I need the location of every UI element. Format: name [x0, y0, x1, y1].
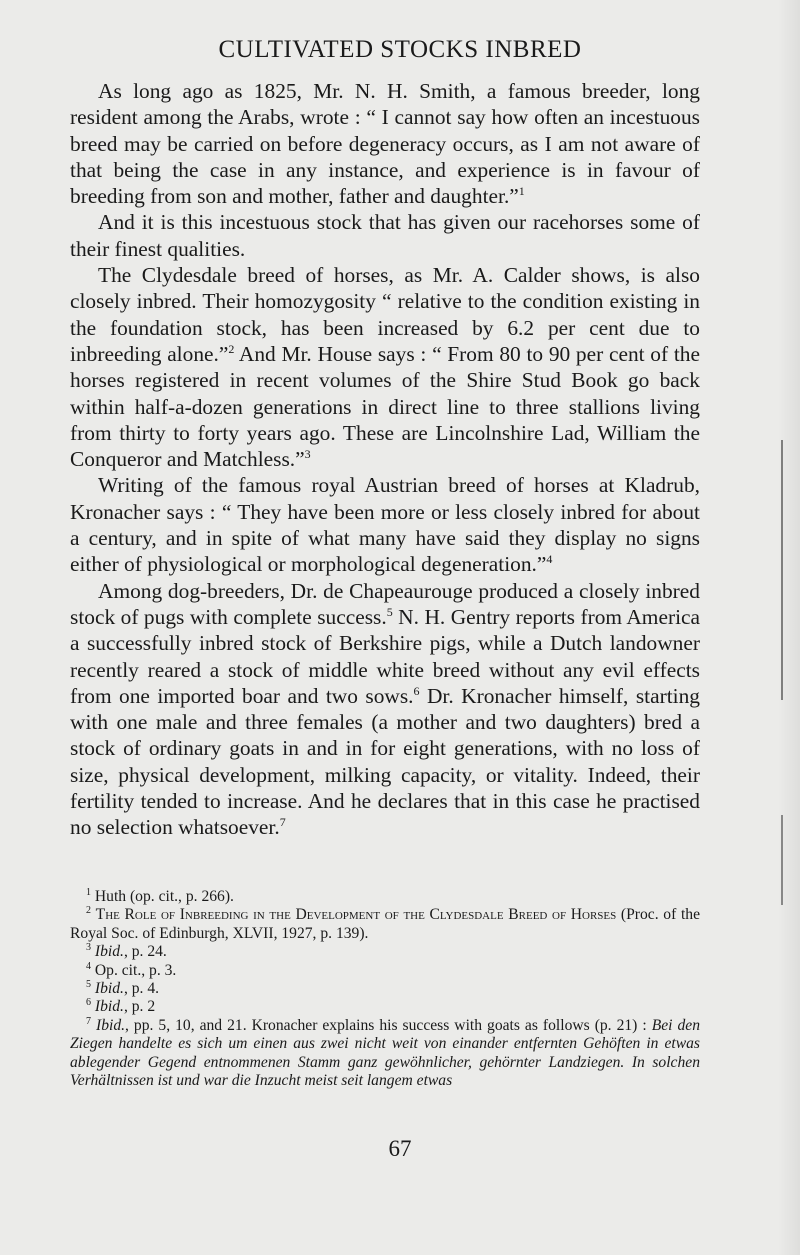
page-edge-mark	[781, 815, 783, 905]
footnote-3	[70, 943, 700, 961]
running-head: CULTIVATED STOCKS INBRED	[218, 36, 582, 63]
paragraph-5-text-b: N. H. Gentry reports from America a successfully inbred stock of Berkshire pigs, while a Dutch landowner recently reared a stock of middle white breed without any evil effects from one imported boar and two sows.	[70, 604, 700, 708]
footnote-text: , p. 4.	[123, 980, 160, 998]
footnote-ref-1: 1	[518, 184, 525, 199]
footnotes	[70, 888, 700, 1090]
footnote-text: Op. cit., p. 3.	[94, 961, 177, 979]
body-text	[70, 78, 700, 841]
footnote-number: 6	[86, 997, 91, 1009]
paragraph-2	[70, 209, 700, 262]
footnote-1	[70, 888, 700, 906]
footnote-text: (Proc. of the Royal Soc. of Edinburgh, XLVII, 1927, p. 139).	[70, 906, 700, 942]
paragraph-3	[70, 262, 700, 472]
paragraph-5	[70, 578, 700, 841]
paragraph-5-text-a: Among dog-breeders, Dr. de Chapeaurouge produced a closely inbred stock of pugs with complete success.	[70, 578, 700, 629]
footnote-text: , pp. 5, 10, and 21. Kronacher explains his success with goats as follows (p. 21) :	[125, 1016, 652, 1034]
footnote-number: 4	[86, 960, 91, 972]
paragraph-5-text-c: Dr. Kronacher himself, starting with one male and three females (a mother and two daughters) bred a stock of ordinary goats in and in for eight generations, with no loss of size, physical development, milking capacity, or vitality. Indeed, their fertility tended to increase. And he declares that in this case he practised no selection whatsoever.	[70, 683, 700, 840]
footnote-2	[70, 906, 700, 943]
paragraph-1-text: As long ago as 1825, Mr. N. H. Smith, a famous breeder, long resident among the Arabs, wrote : “ I cannot say how often an incestuous breed may be carried on before degeneracy occurs, as I am not aware of that being the case in any instance, and experience is in favour of breeding from son and mother, father and daughter.”	[70, 79, 700, 209]
footnote-title: The Role of Inbreeding in the Development of the Clydesdale Breed of Horses	[95, 906, 617, 924]
page-number: 67	[388, 1136, 412, 1161]
footnote-ref-7: 7	[279, 815, 286, 830]
paragraph-3-text-a: The Clydesdale breed of horses, as Mr. A. Calder shows, is also closely inbred. Their homozygosity “ relative to the condition existing in the foundation stock, has been increased by 6.2 per cent due to inbreeding alone.”	[70, 263, 700, 366]
footnote-ref-6: 6	[413, 683, 420, 698]
paragraph-1	[70, 78, 700, 209]
footnote-ibid: Ibid.	[96, 1016, 126, 1034]
footnote-5	[70, 980, 700, 998]
paragraph-4-text: Writing of the famous royal Austrian breed of horses at Kladrub, Kronacher says : “ They have been more or less closely inbred for about a century, and in spite of what many have said they display no signs either of physiological or morphological degeneration.”	[70, 473, 700, 577]
footnote-ref-4: 4	[546, 552, 553, 567]
footnote-number: 5	[86, 979, 91, 991]
footnote-ref-5: 5	[386, 604, 393, 619]
footnote-number: 1	[86, 887, 91, 898]
footnote-number: 3	[86, 942, 91, 954]
page-edge-mark	[781, 440, 783, 700]
footnote-number: 2	[86, 905, 91, 917]
paragraph-3-text-b: And Mr. House says : “ From 80 to 90 per cent of the horses registered in recent volumes of the Shire Stud Book go back within half-a-dozen generations in direct line to three stallions living from thirty to forty years ago. These are Lincolnshire Lad, William the Conqueror and Matchless.”	[70, 341, 700, 472]
footnote-text: , p. 24.	[123, 943, 167, 961]
footnote-german-quote: Bei den Ziegen handelte es sich um einen aus zwei nicht weit von einander entfernten Gehöften in etwas ablegender Gegend entnommenen Stamm ganz gewöhnlicher, gehörnter Landziegen. In solchen Verhältnissen ist und war die Inzucht meist seit langem etwas	[70, 1016, 700, 1090]
footnote-4	[70, 962, 700, 980]
footnote-text: , p. 2	[123, 998, 156, 1016]
footnote-ibid: Ibid.	[94, 980, 124, 998]
footnote-number: 7	[86, 1015, 91, 1027]
footnote-ibid: Ibid.	[94, 998, 124, 1016]
footnote-ibid: Ibid.	[94, 943, 124, 961]
footnote-6	[70, 998, 700, 1016]
footnote-text: Huth (op. cit., p. 266).	[94, 888, 234, 905]
footnote-ref-2: 2	[228, 341, 235, 356]
paragraph-2-text: And it is this incestuous stock that has given our racehorses some of their finest qualities.	[70, 210, 700, 261]
footnote-ref-3: 3	[304, 447, 311, 462]
footnote-7	[70, 1017, 700, 1091]
paragraph-4	[70, 472, 700, 577]
